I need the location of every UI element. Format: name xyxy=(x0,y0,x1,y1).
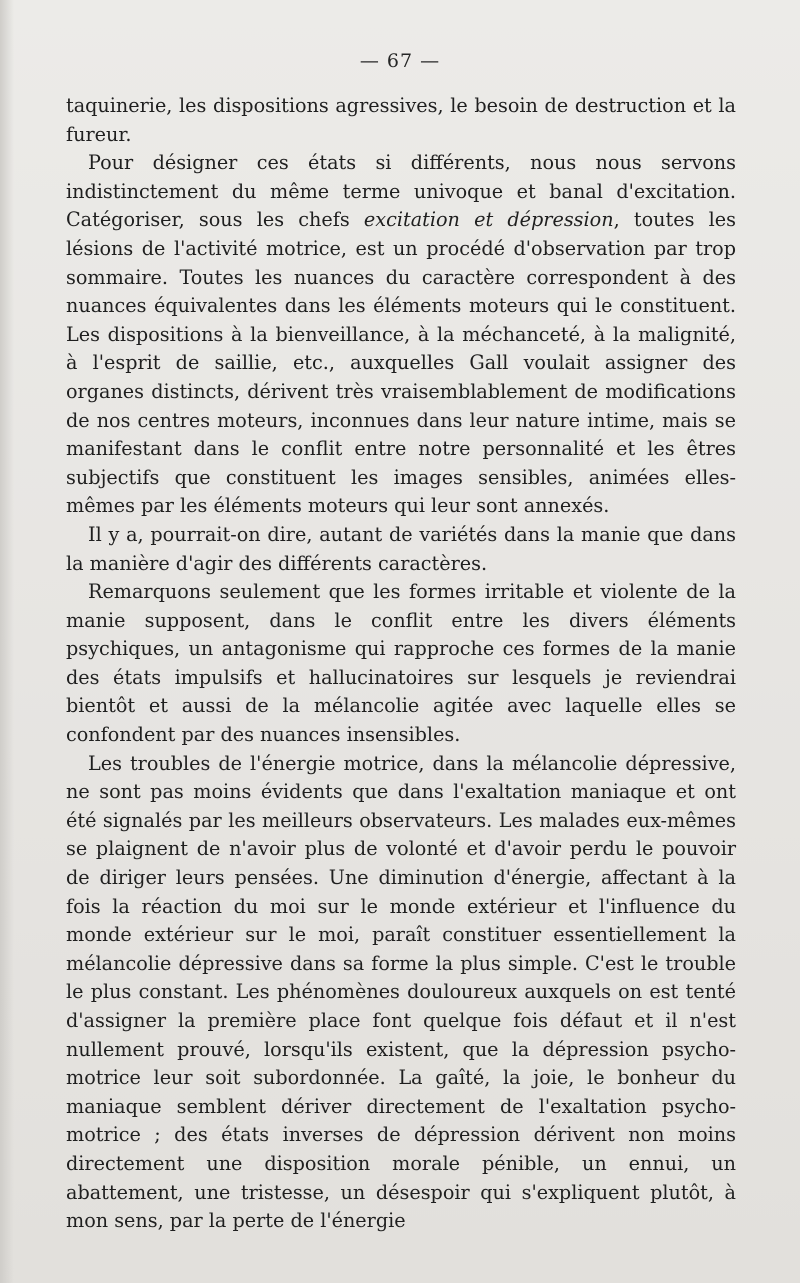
italic-term: excitation et dépression xyxy=(363,208,614,232)
paragraph-2 xyxy=(66,149,736,521)
paragraph-1: taquinerie, les dispositions agressives, le besoin de destruction et la fureur. xyxy=(66,94,736,146)
page-gutter-shadow xyxy=(0,0,14,1283)
paragraph-2-part-2: , toutes les lésions de l'activité motrice, est un procédé d'observation par trop sommaire. Toutes les nuances du caractère correspondent à des nuances équivalentes dans les éléments moteurs qui le constituent. Les dispositions à la bienveillance, à la méchanceté, à la malignité, à l'esprit de saillie, etc., auxquelles Gall voulait assigner des organes distincts, dérivent très vraisemblablement de modifications de nos centres moteurs, inconnues dans leur nature intime, mais se manifestant dans le conflit entre notre personnalité et les êtres subjectifs que constituent les images sensibles, animées elles-mêmes par les éléments moteurs qui leur sont annexés. xyxy=(66,208,736,518)
paragraph-5: Les troubles de l'énergie motrice, dans la mélancolie dépressive, ne sont pas moins évidents que dans l'exaltation maniaque et ont été signalés par les meilleurs observateurs. Les malades eux-mêmes se plaignent de n'avoir plus de volonté et d'avoir perdu le pouvoir de diriger leurs pensées. Une diminution d'énergie, affectant à la fois la réaction du moi sur le monde extérieur et l'influence du monde extérieur sur le moi, paraît constituer essentiellement la mélancolie dépressive dans sa forme la plus simple. C'est le trouble le plus constant. Les phénomènes douloureux auxquels on est tenté d'assigner la première place font quelque fois défaut et il n'est nullement prouvé, lorsqu'ils existent, que la dépression psycho-motrice leur soit subordonnée. La gaîté, la joie, le bonheur du maniaque semblent dériver directement de l'exaltation psycho-motrice ; des états inverses de dépression dérivent non moins directement une disposition morale pénible, un ennui, un abattement, une tristesse, un désespoir qui s'expliquent plutôt, à mon sens, par la perte de l'énergie xyxy=(66,751,736,1233)
paragraph-2-part-1: Pour désigner ces états si différents, nous nous servons indistinctement du même terme univoque et banal d'excitation. Catégoriser, sous les chefs xyxy=(66,151,736,232)
page-number: — 67 — xyxy=(359,50,441,72)
body-text xyxy=(66,92,736,1236)
paragraph-3: Il y a, pourrait-on dire, autant de variétés dans la manie que dans la manière d'agir des différents caractères. xyxy=(66,522,736,575)
paragraph-4: Remarquons seulement que les formes irritable et violente de la manie supposent, dans le conflit entre les divers éléments psychiques, un antagonisme qui rapproche ces formes de la manie des états impulsifs et hallucinatoires sur lesquels je reviendrai bientôt et aussi de la mélancolie agitée avec laquelle elles se confondent par des nuances insensibles. xyxy=(66,580,736,747)
